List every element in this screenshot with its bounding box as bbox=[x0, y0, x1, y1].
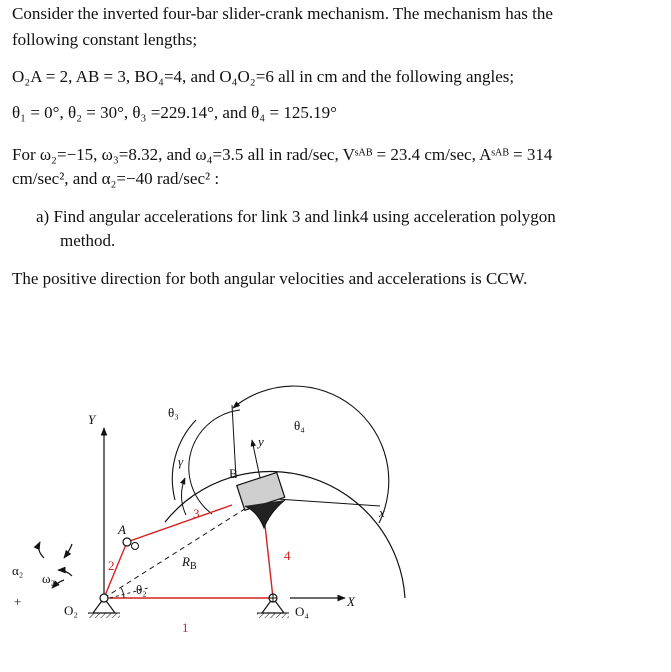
label-O4: O₄ bbox=[295, 604, 309, 619]
pin-a-2 bbox=[132, 543, 139, 550]
task-a-line-2: method. bbox=[60, 231, 116, 250]
label-link-1: 1 bbox=[182, 620, 189, 635]
arc-theta4 bbox=[165, 472, 405, 598]
label-A: A bbox=[118, 522, 126, 537]
problem-line-1: Consider the inverted four-bar slider-crank mechanism. The mechanism has the bbox=[12, 4, 553, 23]
angles-line: θ₁ = 0°, θ₂ = 30°, θ₃ =229.14°, and θ₄ = 125.19° bbox=[12, 103, 337, 122]
lengths-line: O₂A = 2, AB = 3, BO₄=4, and O₄O₂=6 all in cm and the following angles; bbox=[12, 67, 515, 86]
convention-line: The positive direction for both angular velocities and accelerations is CCW. bbox=[12, 269, 528, 288]
label-RB bbox=[181, 554, 197, 572]
label-plus: + bbox=[14, 594, 22, 609]
label-theta4: θ₄ bbox=[294, 418, 305, 433]
label-Y: Y bbox=[88, 412, 96, 427]
alpha2-arrow bbox=[39, 542, 44, 558]
label-link-4: 4 bbox=[284, 548, 291, 563]
pin-a bbox=[123, 538, 131, 546]
label-local-x: x bbox=[379, 505, 385, 520]
omega2-arrow-top bbox=[64, 544, 72, 558]
label-RB-main: R bbox=[182, 554, 190, 569]
arc-gamma bbox=[182, 478, 186, 515]
rotation-arrow bbox=[58, 570, 72, 576]
label-B: B bbox=[229, 466, 238, 481]
link-3 bbox=[127, 505, 232, 542]
label-local-y: y bbox=[258, 434, 264, 449]
task-a-line-1: a) Find angular accelerations for link 3 and link4 using acceleration polygon bbox=[36, 207, 556, 226]
label-alpha2: α₂ bbox=[12, 563, 24, 578]
given-line-1: For ω₂=−15, ω₃=8.32, and ω₄=3.5 all in rad/sec, Vˢᴬᴮ = 23.4 cm/sec, Aˢᴬᴮ = 314 bbox=[12, 145, 553, 164]
theta2-arc bbox=[121, 588, 124, 598]
label-X: X bbox=[347, 594, 355, 609]
problem-line-2: following constant lengths; bbox=[12, 30, 198, 49]
label-link-2: 2 bbox=[108, 558, 115, 573]
label-O2: O₂ bbox=[64, 603, 78, 618]
rb-line bbox=[104, 498, 262, 598]
label-RB-sub: B bbox=[189, 561, 197, 572]
given-line-2: cm/sec², and α₂=−40 rad/sec² : bbox=[12, 169, 220, 188]
label-omega2: ω₂ bbox=[42, 571, 56, 586]
label-theta3: θ₃ bbox=[168, 405, 179, 420]
label-theta2: θ₂ bbox=[136, 582, 147, 597]
label-link-3: 3 bbox=[193, 506, 200, 521]
label-gamma: γ bbox=[178, 454, 184, 469]
arc-theta3-outer bbox=[189, 410, 240, 514]
